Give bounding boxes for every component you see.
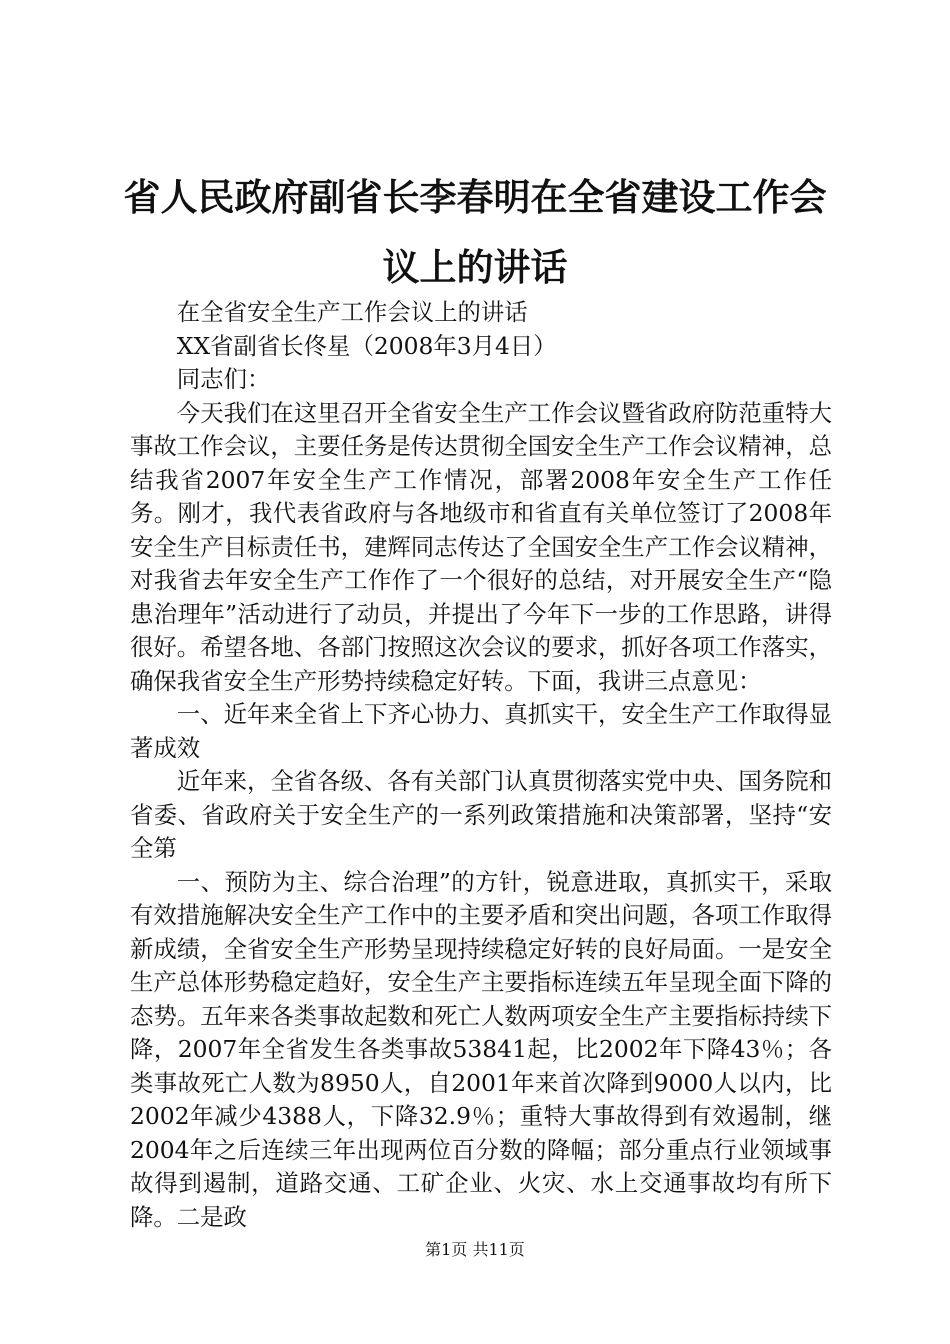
page-number-footer: 第1页 共11页 — [425, 1240, 525, 1259]
document-body — [130, 296, 832, 1234]
paragraph-salutation: 同志们： — [176, 365, 271, 393]
paragraph-intro: 今天我们在这里召开全省安全生产工作会议暨省政府防范重特大事故工作会议，主要任务是传达贯彻全国安全生产工作会议精神，总结我省2007年安全生产工作情况，部署2008年安全生产工作任务。刚才，我代表省政府与各地级市和省直有关单位签订了2008年安全生产目标责任书，建辉同志传达了全国安全生产工作会议精神，对我省去年安全生产工作作了一个很好的总结，对开展安全生产“隐患治理年”活动进行了动员，并提出了今年下一步的工作思路，讲得很好。希望各地、各部门按照这次会议的要求，抓好各项工作落实，确保我省安全生产形势持续稳定好转。下面，我讲三点意见： — [130, 398, 832, 695]
paragraph-subtitle: 在全省安全生产工作会议上的讲话 — [176, 298, 528, 326]
paragraph-speaker: XX省副省长佟星（2008年3月4日） — [176, 331, 557, 360]
paragraph-body: 近年来，全省各级、各有关部门认真贯彻落实党中央、国务院和省委、省政府关于安全生产的一系列政策措施和决策部署，坚持“安全第 — [130, 767, 832, 862]
paragraph-heading-1: 一、近年来全省上下齐心协力、真抓实干，安全生产工作取得显著成效 — [130, 700, 832, 762]
document-title: 省人民政府副省长李春明在全省建设工作会议上的讲话 — [123, 176, 827, 289]
paragraph-body: 一、预防为主、综合治理”的方针，锐意进取，真抓实干，采取有效措施解决安全生产工作中的主要矛盾和突出问题，各项工作取得新成绩，全省安全生产形势呈现持续稳定好转的良好局面。一是安全生产总体形势稳定趋好，安全生产主要指标连续五年呈现全面下降的态势。五年来各类事故起数和死亡人数两项安全生产主要指标持续下降，2007年全省发生各类事故53841起，比2002年下降43％；各类事故死亡人数为8950人，自2001年来首次降到9000人以内，比2002年减少4388人，下降32.9％；重特大事故得到有效遏制，继2004年之后连续三年出现两位百分数的降幅；部分重点行业领域事故得到遏制，道路交通、工矿企业、火灾、水上交通事故均有所下降。二是政 — [130, 867, 832, 1231]
